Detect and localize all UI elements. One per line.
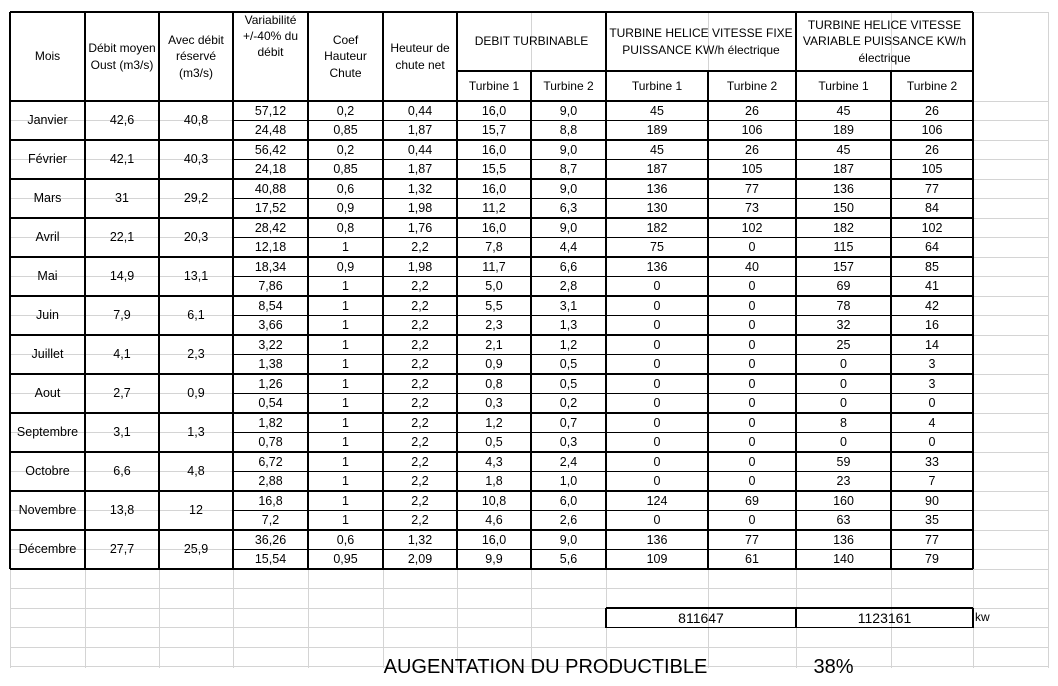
- cell-debit-t1[interactable]: 16,0: [481, 103, 507, 118]
- cell-coef[interactable]: 0,9: [336, 259, 355, 274]
- cell-coef[interactable]: 1: [342, 474, 349, 489]
- cell-fixe-t2[interactable]: 73: [745, 201, 759, 216]
- cell-coef[interactable]: 0,2: [336, 103, 355, 118]
- cell-hauteur[interactable]: 1,32: [407, 181, 433, 196]
- cell-variable-t1[interactable]: 0: [840, 435, 847, 450]
- month-name[interactable]: Juillet: [31, 347, 64, 362]
- cell-variable-t2[interactable]: 35: [925, 513, 939, 528]
- month-name[interactable]: Novembre: [18, 503, 77, 518]
- cell-variabilite[interactable]: 1,38: [258, 357, 283, 372]
- cell-hauteur[interactable]: 2,2: [411, 396, 429, 411]
- cell-coef[interactable]: 1: [342, 240, 349, 255]
- cell-debit-t2[interactable]: 3,1: [559, 298, 578, 313]
- cell-debit-t1[interactable]: 10,8: [481, 493, 507, 508]
- cell-variabilite[interactable]: 1,82: [258, 415, 283, 430]
- cell-variable-t1[interactable]: 0: [840, 396, 847, 411]
- cell-variable-t2[interactable]: 105: [921, 162, 943, 177]
- cell-variable-t2[interactable]: 4: [928, 415, 936, 430]
- cell-variable-t2[interactable]: 26: [925, 142, 939, 157]
- cell-variabilite[interactable]: 18,34: [254, 259, 287, 274]
- cell-debit-t2[interactable]: 8,7: [559, 162, 578, 177]
- cell-debit-t1[interactable]: 5,0: [485, 279, 503, 294]
- cell-debit-t1[interactable]: 11,2: [482, 201, 506, 216]
- cell-hauteur[interactable]: 2,2: [411, 318, 429, 333]
- cell-debit-t1[interactable]: 4,6: [485, 513, 503, 528]
- cell-hauteur[interactable]: 2,2: [411, 454, 429, 469]
- header-debit-moyen[interactable]: Débit moyen Oust (m3/s): [88, 41, 156, 72]
- cell-hauteur[interactable]: 1,98: [407, 201, 433, 216]
- cell-variable-t1[interactable]: 69: [836, 279, 851, 294]
- cell-hauteur[interactable]: 2,2: [411, 376, 429, 391]
- cell-variable-t1[interactable]: 136: [833, 181, 854, 196]
- month-debit-reserve[interactable]: 40,3: [183, 152, 209, 167]
- cell-hauteur[interactable]: 2,2: [411, 337, 429, 352]
- month-debit-moyen[interactable]: 6,6: [113, 464, 131, 479]
- cell-fixe-t2[interactable]: 77: [745, 532, 759, 547]
- cell-variable-t1[interactable]: 45: [836, 142, 851, 157]
- month-name[interactable]: Aout: [34, 386, 61, 401]
- cell-coef[interactable]: 1: [342, 318, 349, 333]
- summary-value[interactable]: 38%: [813, 655, 854, 678]
- cell-variable-t1[interactable]: 63: [836, 513, 851, 528]
- cell-variabilite[interactable]: 24,48: [254, 123, 287, 138]
- month-debit-moyen[interactable]: 2,7: [113, 386, 131, 401]
- cell-fixe-t1[interactable]: 0: [653, 376, 661, 391]
- cell-fixe-t2[interactable]: 77: [745, 181, 759, 196]
- header-hauteur-chute[interactable]: Heuteur de chute net: [390, 41, 450, 72]
- cell-fixe-t1[interactable]: 136: [646, 259, 668, 274]
- cell-hauteur[interactable]: 2,2: [411, 298, 429, 313]
- cell-variabilite[interactable]: 7,86: [258, 279, 283, 294]
- cell-debit-t1[interactable]: 9,9: [485, 552, 503, 567]
- total-fixe[interactable]: 811647: [678, 609, 724, 626]
- cell-variabilite[interactable]: 6,72: [258, 454, 283, 469]
- month-name[interactable]: Mars: [33, 191, 62, 206]
- cell-hauteur[interactable]: 2,2: [411, 240, 429, 255]
- cell-debit-t1[interactable]: 5,5: [485, 298, 503, 313]
- cell-fixe-t2[interactable]: 0: [748, 435, 756, 450]
- cell-fixe-t1[interactable]: 0: [653, 474, 661, 489]
- cell-variabilite[interactable]: 56,42: [254, 142, 287, 157]
- cell-debit-t2[interactable]: 0,5: [559, 357, 578, 372]
- cell-variabilite[interactable]: 3,22: [258, 337, 283, 352]
- cell-fixe-t1[interactable]: 136: [646, 532, 668, 547]
- cell-variabilite[interactable]: 0,78: [258, 435, 283, 450]
- header-variabilite[interactable]: Variabilité +/-40% du débit: [242, 13, 299, 60]
- cell-debit-t1[interactable]: 16,0: [481, 181, 507, 196]
- cell-fixe-t2[interactable]: 0: [748, 376, 756, 391]
- cell-coef[interactable]: 1: [342, 454, 349, 469]
- cell-fixe-t1[interactable]: 124: [646, 493, 668, 508]
- header-coef-hauteur[interactable]: Coef Hauteur Chute: [324, 33, 367, 80]
- header-debit-turbine-2[interactable]: Turbine 2: [543, 78, 594, 93]
- cell-debit-t2[interactable]: 9,0: [559, 181, 578, 196]
- month-debit-moyen[interactable]: 7,9: [113, 308, 131, 323]
- cell-debit-t2[interactable]: 1,3: [559, 318, 578, 333]
- cell-variabilite[interactable]: 12,18: [254, 240, 287, 255]
- cell-debit-t1[interactable]: 4,3: [485, 454, 503, 469]
- cell-variable-t2[interactable]: 106: [921, 123, 943, 138]
- header-avec-debit-reserve[interactable]: Avec débit réservé (m3/s): [168, 33, 224, 80]
- cell-variable-t2[interactable]: 33: [925, 454, 939, 469]
- month-name[interactable]: Septembre: [16, 425, 79, 440]
- cell-variable-t2[interactable]: 77: [925, 532, 939, 547]
- cell-debit-t1[interactable]: 1,8: [485, 474, 503, 489]
- cell-debit-t1[interactable]: 7,8: [485, 240, 503, 255]
- cell-fixe-t1[interactable]: 189: [646, 123, 668, 138]
- cell-fixe-t2[interactable]: 102: [741, 220, 763, 235]
- month-debit-moyen[interactable]: 4,1: [113, 347, 131, 362]
- cell-debit-t1[interactable]: 0,5: [485, 435, 503, 450]
- cell-hauteur[interactable]: 2,2: [411, 474, 429, 489]
- cell-variable-t1[interactable]: 189: [833, 123, 854, 138]
- cell-debit-t2[interactable]: 9,0: [559, 532, 578, 547]
- cell-debit-t1[interactable]: 0,9: [485, 357, 503, 372]
- month-debit-reserve[interactable]: 12: [189, 503, 203, 518]
- cell-fixe-t2[interactable]: 0: [748, 415, 756, 430]
- cell-coef[interactable]: 0,2: [336, 142, 355, 157]
- month-debit-moyen[interactable]: 42,1: [109, 152, 135, 167]
- cell-variabilite[interactable]: 0,54: [258, 396, 283, 411]
- cell-coef[interactable]: 0,8: [336, 220, 355, 235]
- cell-fixe-t2[interactable]: 40: [745, 259, 759, 274]
- cell-hauteur[interactable]: 1,98: [407, 259, 433, 274]
- cell-debit-t2[interactable]: 1,2: [559, 337, 578, 352]
- cell-fixe-t1[interactable]: 0: [653, 454, 661, 469]
- month-debit-moyen[interactable]: 22,1: [109, 230, 135, 245]
- header-variable-turbine-1[interactable]: Turbine 1: [818, 78, 869, 93]
- header-variable-turbine-2[interactable]: Turbine 2: [906, 78, 958, 93]
- cell-hauteur[interactable]: 0,44: [407, 103, 433, 118]
- cell-variabilite[interactable]: 24,18: [254, 162, 287, 177]
- cell-variable-t2[interactable]: 3: [928, 376, 936, 391]
- cell-debit-t1[interactable]: 16,0: [481, 142, 507, 157]
- cell-variabilite[interactable]: 28,42: [254, 220, 287, 235]
- cell-debit-t2[interactable]: 1,0: [559, 474, 578, 489]
- cell-fixe-t2[interactable]: 0: [748, 474, 756, 489]
- month-debit-reserve[interactable]: 25,9: [183, 542, 209, 557]
- header-debit-turbinable[interactable]: DEBIT TURBINABLE: [474, 34, 589, 49]
- cell-variable-t2[interactable]: 0: [928, 396, 936, 411]
- cell-debit-t2[interactable]: 0,3: [559, 435, 578, 450]
- cell-fixe-t1[interactable]: 0: [653, 279, 661, 294]
- cell-variable-t1[interactable]: 115: [833, 240, 854, 255]
- header-turbine-variable[interactable]: TURBINE HELICE VITESSE VARIABLE PUISSANCE KW/h électrique: [802, 18, 967, 65]
- total-variable[interactable]: 1123161: [857, 609, 912, 626]
- cell-variable-t1[interactable]: 136: [833, 532, 854, 547]
- cell-fixe-t2[interactable]: 105: [741, 162, 763, 177]
- cell-fixe-t1[interactable]: 75: [650, 240, 664, 255]
- cell-variabilite[interactable]: 1,26: [258, 376, 283, 391]
- cell-hauteur[interactable]: 1,87: [407, 123, 433, 138]
- cell-debit-t2[interactable]: 2,8: [559, 279, 578, 294]
- cell-fixe-t1[interactable]: 45: [650, 142, 664, 157]
- cell-variable-t1[interactable]: 32: [836, 318, 851, 333]
- cell-debit-t2[interactable]: 0,2: [559, 396, 578, 411]
- month-name[interactable]: Avril: [35, 230, 60, 245]
- cell-hauteur[interactable]: 1,32: [407, 532, 433, 547]
- cell-fixe-t2[interactable]: 0: [748, 240, 756, 255]
- cell-variable-t1[interactable]: 78: [836, 298, 851, 313]
- cell-variable-t2[interactable]: 16: [925, 318, 939, 333]
- cell-variabilite[interactable]: 17,52: [254, 201, 287, 216]
- cell-fixe-t1[interactable]: 0: [653, 337, 661, 352]
- cell-coef[interactable]: 1: [342, 396, 349, 411]
- month-debit-reserve[interactable]: 2,3: [187, 347, 205, 362]
- cell-debit-t2[interactable]: 6,0: [559, 493, 578, 508]
- cell-fixe-t2[interactable]: 61: [745, 552, 759, 567]
- cell-fixe-t1[interactable]: 45: [650, 103, 664, 118]
- cell-variable-t2[interactable]: 79: [925, 552, 939, 567]
- cell-coef[interactable]: 1: [342, 279, 349, 294]
- cell-variable-t1[interactable]: 8: [840, 415, 847, 430]
- cell-coef[interactable]: 1: [342, 337, 349, 352]
- month-debit-reserve[interactable]: 6,1: [187, 308, 205, 323]
- cell-hauteur[interactable]: 2,09: [407, 552, 433, 567]
- cell-fixe-t1[interactable]: 136: [646, 181, 668, 196]
- cell-variabilite[interactable]: 40,88: [254, 181, 287, 196]
- cell-hauteur[interactable]: 2,2: [411, 279, 429, 294]
- cell-fixe-t2[interactable]: 106: [741, 123, 763, 138]
- cell-variable-t2[interactable]: 64: [925, 240, 939, 255]
- cell-hauteur[interactable]: 2,2: [411, 415, 429, 430]
- cell-fixe-t2[interactable]: 0: [748, 337, 756, 352]
- cell-variable-t2[interactable]: 85: [925, 259, 939, 274]
- cell-fixe-t2[interactable]: 26: [745, 142, 759, 157]
- cell-variable-t1[interactable]: 59: [836, 454, 851, 469]
- cell-debit-t1[interactable]: 16,0: [481, 220, 507, 235]
- month-debit-moyen[interactable]: 31: [115, 191, 129, 206]
- cell-coef[interactable]: 0,85: [333, 162, 358, 177]
- month-name[interactable]: Janvier: [27, 113, 68, 128]
- month-name[interactable]: Octobre: [25, 464, 70, 479]
- cell-debit-t2[interactable]: 9,0: [559, 103, 578, 118]
- cell-fixe-t2[interactable]: 0: [748, 357, 756, 372]
- cell-variable-t1[interactable]: 45: [836, 103, 851, 118]
- cell-variable-t1[interactable]: 23: [836, 474, 851, 489]
- cell-variable-t2[interactable]: 3: [928, 357, 936, 372]
- cell-coef[interactable]: 0,6: [336, 532, 355, 547]
- cell-variable-t1[interactable]: 160: [833, 493, 854, 508]
- cell-fixe-t1[interactable]: 0: [653, 415, 661, 430]
- month-debit-reserve[interactable]: 1,3: [187, 425, 205, 440]
- cell-fixe-t1[interactable]: 0: [653, 298, 661, 313]
- cell-fixe-t2[interactable]: 0: [748, 454, 756, 469]
- cell-debit-t1[interactable]: 15,7: [481, 123, 507, 138]
- cell-debit-t1[interactable]: 2,3: [485, 318, 503, 333]
- cell-debit-t1[interactable]: 16,0: [481, 532, 507, 547]
- cell-debit-t1[interactable]: 0,3: [485, 396, 503, 411]
- cell-hauteur[interactable]: 0,44: [407, 142, 433, 157]
- cell-fixe-t2[interactable]: 0: [748, 396, 756, 411]
- cell-variable-t2[interactable]: 102: [921, 220, 943, 235]
- cell-fixe-t1[interactable]: 187: [646, 162, 668, 177]
- cell-variabilite[interactable]: 16,8: [258, 493, 283, 508]
- month-name[interactable]: Mai: [37, 269, 58, 284]
- cell-variable-t1[interactable]: 0: [840, 357, 847, 372]
- cell-debit-t2[interactable]: 9,0: [559, 220, 578, 235]
- cell-variable-t1[interactable]: 187: [833, 162, 854, 177]
- cell-fixe-t1[interactable]: 0: [653, 357, 661, 372]
- cell-fixe-t2[interactable]: 0: [748, 279, 756, 294]
- cell-variable-t2[interactable]: 0: [928, 435, 936, 450]
- cell-fixe-t2[interactable]: 26: [745, 103, 759, 118]
- cell-variable-t1[interactable]: 157: [833, 259, 854, 274]
- cell-variable-t2[interactable]: 14: [925, 337, 939, 352]
- cell-debit-t2[interactable]: 2,4: [559, 454, 578, 469]
- month-debit-reserve[interactable]: 0,9: [187, 386, 205, 401]
- cell-hauteur[interactable]: 2,2: [411, 513, 429, 528]
- cell-variabilite[interactable]: 36,26: [254, 532, 287, 547]
- cell-debit-t2[interactable]: 0,7: [559, 415, 578, 430]
- month-debit-reserve[interactable]: 13,1: [183, 269, 209, 284]
- month-debit-reserve[interactable]: 20,3: [183, 230, 209, 245]
- cell-debit-t1[interactable]: 15,5: [481, 162, 507, 177]
- month-debit-reserve[interactable]: 29,2: [183, 191, 209, 206]
- header-mois[interactable]: Mois: [34, 49, 61, 64]
- cell-coef[interactable]: 0,6: [336, 181, 355, 196]
- summary-label[interactable]: AUGENTATION DU PRODUCTIBLE: [383, 655, 708, 678]
- cell-variable-t2[interactable]: 7: [928, 474, 936, 489]
- cell-fixe-t2[interactable]: 0: [748, 318, 756, 333]
- cell-variable-t1[interactable]: 25: [836, 337, 851, 352]
- month-debit-moyen[interactable]: 3,1: [113, 425, 131, 440]
- cell-variabilite[interactable]: 2,88: [258, 474, 283, 489]
- header-turbine-fixe[interactable]: TURBINE HELICE VITESSE FIXE PUISSANCE KW/h électrique: [609, 26, 793, 57]
- cell-coef[interactable]: 1: [342, 435, 349, 450]
- month-name[interactable]: Juin: [36, 308, 59, 323]
- cell-variable-t1[interactable]: 0: [840, 376, 847, 391]
- cell-debit-t2[interactable]: 9,0: [559, 142, 578, 157]
- month-debit-moyen[interactable]: 42,6: [109, 113, 135, 128]
- header-debit-turbine-1[interactable]: Turbine 1: [468, 78, 520, 93]
- cell-hauteur[interactable]: 1,87: [407, 162, 433, 177]
- cell-hauteur[interactable]: 2,2: [411, 435, 429, 450]
- cell-debit-t2[interactable]: 0,5: [559, 376, 578, 391]
- cell-fixe-t1[interactable]: 0: [653, 318, 661, 333]
- cell-variable-t2[interactable]: 26: [925, 103, 939, 118]
- month-debit-moyen[interactable]: 14,9: [109, 269, 135, 284]
- cell-debit-t2[interactable]: 2,6: [559, 513, 578, 528]
- cell-variable-t2[interactable]: 41: [925, 279, 939, 294]
- cell-fixe-t1[interactable]: 0: [653, 396, 661, 411]
- cell-variabilite[interactable]: 8,54: [258, 298, 283, 313]
- cell-debit-t2[interactable]: 6,6: [559, 259, 578, 274]
- cell-fixe-t2[interactable]: 0: [748, 298, 756, 313]
- cell-coef[interactable]: 0,95: [333, 552, 358, 567]
- month-name[interactable]: Décembre: [18, 542, 77, 557]
- month-debit-moyen[interactable]: 27,7: [109, 542, 135, 557]
- header-fixe-turbine-2[interactable]: Turbine 2: [726, 78, 778, 93]
- cell-variable-t2[interactable]: 42: [925, 298, 939, 313]
- month-debit-reserve[interactable]: 4,8: [187, 464, 205, 479]
- cell-variabilite[interactable]: 3,66: [258, 318, 283, 333]
- cell-coef[interactable]: 1: [342, 298, 349, 313]
- cell-fixe-t1[interactable]: 109: [646, 552, 668, 567]
- cell-debit-t2[interactable]: 5,6: [559, 552, 578, 567]
- cell-coef[interactable]: 1: [342, 513, 349, 528]
- cell-debit-t2[interactable]: 8,8: [559, 123, 578, 138]
- cell-variable-t2[interactable]: 77: [925, 181, 939, 196]
- cell-hauteur[interactable]: 2,2: [411, 357, 429, 372]
- cell-coef[interactable]: 0,85: [333, 123, 358, 138]
- cell-fixe-t2[interactable]: 69: [745, 493, 759, 508]
- cell-variabilite[interactable]: 15,54: [254, 552, 287, 567]
- cell-variable-t2[interactable]: 90: [925, 493, 939, 508]
- cell-hauteur[interactable]: 2,2: [411, 493, 429, 508]
- cell-coef[interactable]: 1: [342, 415, 349, 430]
- total-unit[interactable]: kw: [975, 609, 990, 624]
- cell-debit-t2[interactable]: 6,3: [559, 201, 578, 216]
- cell-debit-t1[interactable]: 11,7: [482, 259, 506, 274]
- cell-variable-t1[interactable]: 182: [833, 220, 854, 235]
- cell-fixe-t1[interactable]: 0: [653, 513, 661, 528]
- cell-coef[interactable]: 1: [342, 376, 349, 391]
- cell-fixe-t1[interactable]: 130: [646, 201, 668, 216]
- cell-variable-t2[interactable]: 84: [925, 201, 939, 216]
- cell-debit-t1[interactable]: 1,2: [485, 415, 503, 430]
- month-debit-moyen[interactable]: 13,8: [109, 503, 135, 518]
- cell-variable-t1[interactable]: 150: [833, 201, 854, 216]
- cell-coef[interactable]: 0,9: [336, 201, 355, 216]
- cell-variable-t1[interactable]: 140: [833, 552, 854, 567]
- cell-coef[interactable]: 1: [342, 493, 349, 508]
- cell-variabilite[interactable]: 57,12: [254, 103, 287, 118]
- month-name[interactable]: Février: [28, 152, 67, 167]
- cell-debit-t2[interactable]: 4,4: [559, 240, 578, 255]
- cell-variabilite[interactable]: 7,2: [261, 513, 280, 528]
- month-debit-reserve[interactable]: 40,8: [183, 113, 209, 128]
- header-fixe-turbine-1[interactable]: Turbine 1: [631, 78, 683, 93]
- cell-fixe-t2[interactable]: 0: [748, 513, 756, 528]
- cell-fixe-t1[interactable]: 0: [653, 435, 661, 450]
- cell-debit-t1[interactable]: 2,1: [485, 337, 503, 352]
- cell-coef[interactable]: 1: [342, 357, 349, 372]
- cell-hauteur[interactable]: 1,76: [407, 220, 433, 235]
- cell-fixe-t1[interactable]: 182: [646, 220, 668, 235]
- cell-debit-t1[interactable]: 0,8: [485, 376, 503, 391]
